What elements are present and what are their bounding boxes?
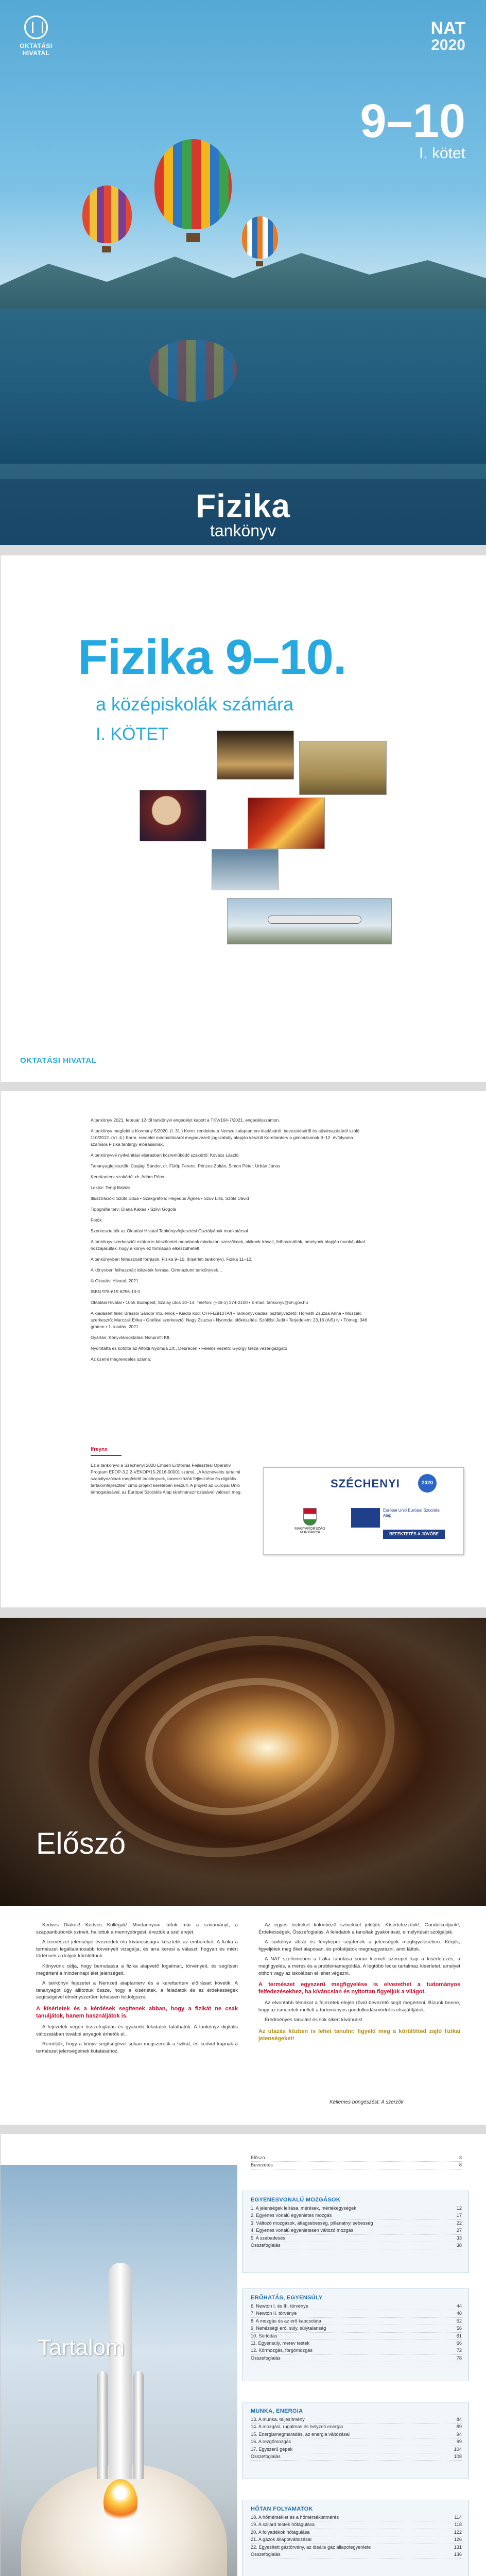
toc-entry-page: 84	[456, 2417, 462, 2422]
imprint-paragraph: A tankönyv 2021. február 12-től tankönyvi engedélyt kapott a TKV/164-7/2021. engedélyszámon.	[91, 1117, 280, 1123]
toc-row[interactable]	[251, 2162, 462, 2169]
preface-title: Előszó	[36, 1827, 126, 1860]
toc-entry-title: Összefoglalás	[251, 2454, 281, 2460]
toc-row[interactable]	[251, 2424, 462, 2431]
toc-entry-page: 114	[454, 2515, 462, 2520]
preface-right-column	[258, 1922, 460, 2046]
imprint-paragraph: ISBN 978-615-6256-13-0	[91, 1289, 141, 1294]
toc-entry-page: 22	[456, 2220, 462, 2226]
toc-entry-title: 20. A folyadékok hőtágulása	[251, 2529, 310, 2535]
preface-paragraph: Reméljük, hogy a könyv segítségével sokan megszeretik a fizikát, és kedvet kapnak a természet jelenségeinek kutatásához.	[36, 2041, 238, 2054]
preface-paragraph: A természet jelenségei évezredek óta kíváncsiságra késztetik az embereket. A fizika a természet legáltalánosabb törvényeit vizsgálja, és arra keresi a választ, hogyan és miért történnek a dolgok körülöttünk.	[36, 1939, 238, 1959]
title-page	[0, 555, 486, 1082]
preface-highlight: Az utazás közben is lehet tanulni: figyeld meg a körülötted zajló fizikai jelenségeket!	[258, 2028, 460, 2042]
toc-entry-title: 17. Egyszerű gépek	[251, 2446, 293, 2452]
eu-text: Európai Unió Európai Szociális Alap	[383, 1508, 440, 1518]
toc-entry-title: 11. Egyensúly, merev testek	[251, 2341, 310, 2346]
imprint-paragraph: Illusztrációk: Szűts Édua • Szakgrafika: Hegedűs Ágnes • Szuv Lilla, Szőts Dávid	[91, 1196, 249, 1201]
imprint-paragraph: A tankönyv szerkesztői ezúton is köszönetet mondanak mindazon szerzőknek, akiknek írásait, felhasználták, amelynek alapján munkájukkal hozzájárultak, hogy a könyv ez formában elkészülhetett.	[91, 1239, 365, 1251]
printer-logo: Ifreynx	[91, 1447, 121, 1456]
project-paragraph: Ez a tankönyvi a Széchenyi 2020 Emberi Erőforrás Fejlesztési Operatív Program EFOP-3.2.2-VEKOP/15-2016-00001 számú, „A köznevelés tartalmi szabályozóinak megfelelő tankönyvek, taneszközök fejlesztése és digitális tartalomfejlesztés” című projekt keretében készült. A projekt az Európai Unió támogatásával, az Európai Szociális Alap társfinanszírozásával valósult meg.	[91, 1463, 242, 1495]
imprint-paragraph: Szerkesztették az Oktatási Hivatal Tankönyvfejlesztési Osztályának munkatársai	[91, 1228, 248, 1233]
book-subtitle: a középiskolák számára	[96, 693, 294, 715]
photo-fire	[248, 798, 325, 849]
hot-air-balloon-icon	[242, 216, 278, 259]
toc-entry-title: 15. Energiamegmaradás, az energia változásai	[251, 2431, 350, 2437]
toc-section-heading: MUNKA, ENERGIA	[251, 2408, 303, 2414]
toc-section-thermal	[251, 2501, 462, 2558]
photo-landscape	[212, 849, 279, 890]
toc-entry-page: 17	[456, 2213, 462, 2218]
preface-paragraph: A tankönyv fejezetei a Nemzeti alaptanterv és a kerettanterv előírásait követik. A tananyagot úgy állítottuk össze, hogy a kísérletek, a feladatok és az érdekességek segítségével élményszerűen lehessen feldolgozni.	[36, 1980, 238, 2001]
toc-entry-page: 78	[456, 2355, 462, 2361]
toc-entry-page: 38	[456, 2243, 462, 2248]
grade-block	[360, 95, 465, 163]
toc-entry-title: 14. A mozgási, rugalmas és helyzeti energia	[251, 2424, 343, 2430]
toc-entry-title: 18. A hőmérséklet és a hőmérsékletmérés	[251, 2515, 339, 2520]
preface-signature: Kellemes böngészést: A szerzők	[329, 2099, 404, 2105]
toc-entry-page: 27	[456, 2228, 462, 2233]
toc-entry-title: Összefoglalás	[251, 2355, 281, 2361]
galaxy-image	[0, 1618, 486, 1906]
imprint-paragraph: Tananyagfejlesztők: Csajági Sándor, dr. Fülöp Ferenc, Pénzes Zoltán, Simon Péter, Urbán János	[91, 1163, 281, 1168]
book-title: Fizika 9–10.	[78, 630, 346, 685]
toc-entry-page: 33	[456, 2235, 462, 2241]
photo-experiment	[217, 731, 294, 779]
toc-row[interactable]	[251, 2529, 462, 2536]
preface-paragraph: Az elvontabb témákat a fejezetek elején rövid bevezető segít megérteni. Bízunk benne, hogy az ismeretek mellett a tudományos gondolkodásmódot is elsajátítjátok.	[258, 2000, 460, 2013]
preface-paragraph: Kedves Diákok! Kedves Kollégák! Mindannyian láttuk már a szivárványt, a szappanbuborék színeit, hallottuk a mennydörgést, éreztük a szél erejét.	[36, 1922, 238, 1935]
imprint-paragraph: © Oktatási Hivatal, 2021	[91, 1278, 138, 1283]
imprint-paragraph: Gyártás: Könyvtársoktatási Nonprofit Kft.	[91, 1335, 171, 1340]
toc-section-dynamics	[251, 2290, 462, 2362]
rocket-icon	[109, 2263, 132, 2479]
toc-row[interactable]	[251, 2536, 462, 2544]
toc-row[interactable]	[251, 2416, 462, 2424]
toc-row[interactable]	[251, 2340, 462, 2347]
toc-row[interactable]	[251, 2318, 462, 2325]
toc-section-heading: ERŐHATÁS, EGYENSÚLY	[251, 2295, 323, 2301]
nat-badge	[431, 20, 465, 54]
szechenyi-2020-badge	[263, 1467, 464, 1555]
publisher-name-line2: HIVATAL	[22, 49, 50, 57]
imprint-paragraph: A kiadásért felel: Brassói Sándor mb. elnök • Kiadói kód: OH-FIZ910TA/I • Tankönyvkiadási osztályvezető: Horváth Zsuzsa Anna • Műszaki szerkesztő: Marczali Erika • Grafikai szerkesztő: Nagy Zsuzsa • Nyomdai előkészítés: Szöllősi Judit • Terjedelem: 23,16 (A/5) ív • Tömeg: 346 gramm • 1. kiadás, 2021	[91, 1311, 368, 1329]
coat-of-arms-icon	[303, 1508, 317, 1526]
imprint-paragraph: A tankönyvvé nyilvánítási eljárásban közreműködő szakértő: Kovács László	[91, 1153, 239, 1158]
toc-section-energy	[251, 2403, 462, 2461]
balloon-reflection	[149, 340, 237, 402]
cover-title-band	[0, 479, 486, 545]
preface-left-column	[36, 1922, 238, 2058]
preface-paragraph: Eredményes tanulást és sok sikert kívánunk!	[265, 2017, 362, 2023]
nat-label: NAT	[430, 19, 465, 38]
toc-entry-page: 118	[454, 2522, 462, 2528]
cover-page	[0, 0, 486, 545]
toc-entry-title: 19. A szilárd testek hőtágulása	[251, 2522, 315, 2528]
toc-entry-title: 13. A munka, teljesítmény	[251, 2417, 305, 2422]
preface-highlight: A természet egyszerű megfigyelése is elvezethet a tudományos felfedezésekhez, ha kíváncsian és nyitottan figyeljük a világot.	[258, 1981, 460, 1995]
government-text: MAGYARORSZÁG KORMÁNYA	[294, 1527, 325, 1534]
publisher-logo	[13, 15, 59, 57]
toc-row[interactable]	[251, 2310, 462, 2317]
preface-paragraph: Könyvünk célja, hogy bemutassa a fizika alapvető fogalmait, törvényeit, és segítsen megérteni a mindennapi élet jelenségeit.	[36, 1963, 238, 1976]
grade-range: 9–10	[360, 95, 465, 147]
contents-title: Tartalom	[38, 2335, 125, 2360]
toc-row[interactable]	[251, 2438, 462, 2446]
volume-label: I. kötet	[419, 145, 465, 162]
imprint-paragraph: A könyvben felhasznált idézetek forrása: Gimnáziumi tankönyvek…	[91, 1267, 223, 1273]
imprint-text	[91, 1117, 369, 1367]
invest-slogan: BEFEKTETÉS A JÖVŐBE	[383, 1530, 445, 1539]
toc-entry-page: 94	[456, 2431, 462, 2437]
toc-entry-title: 1. A jelenségek leírása, mérések, mértékegységek	[251, 2206, 356, 2211]
toc-entry-title: 5. A szabadesés	[251, 2235, 285, 2241]
eu-flag-icon	[351, 1508, 380, 1528]
toc-entry-page: 108	[454, 2454, 462, 2460]
project-note	[91, 1462, 245, 1500]
crest-icon	[24, 15, 48, 39]
toc-intro	[251, 2155, 462, 2170]
imprint-paragraph: A tankönyvben felhasznált források: Fizika 9–10. (kísérleti tankönyv), Fizika 11–12.	[91, 1257, 253, 1262]
imprint-paragraph: Tipográfia terv: Diána Kakas • Szilvi Gogola	[91, 1207, 177, 1212]
mountains-image	[0, 242, 486, 314]
toc-row[interactable]	[251, 2431, 462, 2438]
contents-page-1	[0, 2134, 486, 2576]
toc-entry-title: Előszó	[251, 2155, 265, 2160]
toc-entry-page: 89	[456, 2424, 462, 2430]
publisher-footer: OKTATÁSI HIVATAL	[20, 1056, 97, 1065]
toc-entry-page: 66	[456, 2341, 462, 2346]
balloon-basket	[102, 246, 111, 252]
toc-row[interactable]	[251, 2514, 462, 2521]
toc-row[interactable]	[251, 2355, 462, 2362]
szechenyi-title: SZÉCHENYI	[331, 1477, 400, 1490]
imprint-paragraph: Az üzemi megrendelés száma:	[91, 1357, 151, 1362]
toc-row[interactable]	[251, 2235, 462, 2242]
toc-entry-page: 8	[459, 2162, 462, 2168]
preface-paragraph: Az egyes leckéket különböző színekkel jelöljük: Kísérletezzünk!, Gondolkodjunk!, Érdekességek, Összefoglalás. A feladatok a tanultak gyakorlását, elmélyítését szolgálják.	[258, 1922, 460, 1935]
szechenyi-2020-icon: 2020	[418, 1474, 437, 1493]
toc-entry-title: 22. Egyesített gáztörvény, az ideális gáz állapotegyenlete	[251, 2544, 371, 2550]
toc-entry-title: 6. Newton I. és III. törvénye	[251, 2303, 308, 2309]
cover-subtitle: tankönyv	[210, 521, 276, 540]
toc-entry-page: 56	[456, 2326, 462, 2331]
toc-entry-title: Bevezetés	[251, 2162, 273, 2168]
toc-row[interactable]	[251, 2551, 462, 2558]
imprint-paragraph: Kerettanterv szakértő: dr. Ádám Péter	[91, 1174, 165, 1179]
publisher-name-line1: OKTATÁSI	[20, 42, 53, 49]
toc-entry-page: 131	[454, 2544, 462, 2550]
preface-highlight: A kísérletek és a kérdések segítenek abban, hogy a fizikát ne csak tanuljátok, hanem használjátok is.	[36, 2005, 238, 2019]
imprint-paragraph: Oktatási Hivatal • 1055 Budapest, Szalay utca 10–14. Telefon: (+36-1) 374-2100 • E-mail: tankonyv@oh.gov.hu	[91, 1300, 308, 1305]
toc-entry-page: 12	[456, 2206, 462, 2211]
toc-row[interactable]	[251, 2521, 462, 2529]
toc-entry-page: 52	[456, 2318, 462, 2324]
toc-row[interactable]	[251, 2347, 462, 2354]
toc-section-heading: EGYENESVONALÚ MOZGÁSOK	[251, 2197, 341, 2203]
balloon-basket	[256, 261, 263, 266]
toc-row[interactable]	[251, 2220, 462, 2227]
rocket-booster	[133, 2371, 144, 2479]
toc-row[interactable]	[251, 2446, 462, 2453]
toc-row[interactable]	[251, 2242, 462, 2249]
hot-air-balloon-icon	[154, 139, 232, 229]
toc-entry-page: 3	[459, 2155, 462, 2160]
rocket-flame	[103, 2479, 137, 2526]
toc-entry-title: 7. Newton II. törvénye	[251, 2311, 297, 2316]
toc-row[interactable]	[251, 2303, 462, 2310]
balloon-basket	[186, 233, 200, 242]
toc-entry-page: 61	[456, 2333, 462, 2338]
preface-paragraph: A fejezetek végén összefoglalás és gyakorló feladatok találhatók. A tankönyv digitális változatában további anyagok érhetők el.	[36, 2024, 238, 2037]
toc-entry-page: 126	[454, 2537, 462, 2543]
toc-entry-title: 4. Egyenes vonalú egyenletesen változó mozgás	[251, 2228, 354, 2233]
imprint-paragraph: Lektor: Tengi Balázs	[91, 1185, 131, 1190]
cover-title: Fizika	[196, 487, 290, 524]
toc-row[interactable]	[251, 2453, 462, 2461]
toc-row[interactable]	[251, 2227, 462, 2234]
lake-image	[0, 309, 486, 464]
toc-row[interactable]	[251, 2205, 462, 2212]
photo-savanna	[299, 741, 387, 795]
preface-paragraph: A NAT szellemében a fizika tanulása során kiemelt szerepet kap a kísérletezés, a megfigyelés, a mérés és a problémamegoldás. A legtöbb lecke tartalmaz kísérletet, amelyet otthon vagy az iskolában el lehet végezni.	[258, 1956, 460, 1976]
toc-entry-page: 136	[454, 2552, 462, 2557]
toc-entry-title: 2. Egyenes vonalú egyenletes mozgás	[251, 2213, 332, 2218]
book-volume: I. KÖTET	[96, 724, 169, 744]
toc-entry-title: 16. A rezgőmozgás	[251, 2439, 291, 2445]
toc-entry-page: 44	[456, 2303, 462, 2309]
toc-entry-title: Összefoglalás	[251, 2243, 281, 2248]
toc-entry-page: 72	[456, 2348, 462, 2353]
imprint-paragraph: A tankönyv megfelel a Kormány 5/2020. (I. 31.) Korm. rendelete a Nemzeti alaptanterv kiadásáról, bevezetéséről és alkalmazásáról szóló 110/2012. (VI. 4.) Korm. rendelet módosításáról megnevezett jogszabály alapján készült Kerettanterv a gimnáziumok 9–12. évfolyama számára Fizika tantárgy előírásainak.	[91, 1128, 360, 1147]
toc-entry-title: 8. A mozgás és az erő kapcsolata	[251, 2318, 321, 2324]
toc-section-heading: HŐTAN FOLYAMATOK	[251, 2506, 313, 2512]
rocket-booster	[97, 2371, 108, 2479]
toc-entry-page: 48	[456, 2311, 462, 2316]
toc-row[interactable]	[251, 2212, 462, 2219]
toc-entry-page: 104	[454, 2446, 462, 2452]
imprint-page	[0, 1091, 486, 1607]
preface-paragraph: A tankönyv ábrái és fényképei segítenek a jelenségek megfigyelésében. Kérjük, figyeljétek meg őket alaposan, és próbáljátok megmagyarázni, amit láttok.	[258, 1939, 460, 1952]
toc-entry-page: 99	[456, 2439, 462, 2445]
toc-row[interactable]	[251, 2155, 462, 2162]
toc-entry-title: 12. Körmozgás, forgómozgás	[251, 2348, 313, 2353]
toc-entry-title: Összefoglalás	[251, 2552, 281, 2557]
preface-page	[0, 1618, 486, 2125]
nat-year: 2020	[431, 37, 465, 54]
toc-row[interactable]	[251, 2333, 462, 2340]
airplane-icon	[268, 916, 361, 923]
toc-row[interactable]	[251, 2325, 462, 2332]
photo-portrait	[140, 790, 206, 841]
hungarian-government-logo	[294, 1508, 325, 1534]
imprint-paragraph: Fotók:	[91, 1217, 103, 1223]
toc-entry-title: 21. A gázok állapotváltozásai	[251, 2537, 311, 2543]
toc-entry-page: 122	[454, 2529, 462, 2535]
imprint-paragraph: Nyomtatta és kötötte az Alföldi Nyomda Zrt., Debrecen • Felelős vezető: György Géza vezérigazgató	[91, 1346, 287, 1351]
toc-entry-title: 10. Súrlódás	[251, 2333, 277, 2338]
toc-section-kinematics	[251, 2192, 462, 2249]
toc-entry-title: 3. Változó mozgások, átlagsebesség, pillanatnyi sebesség	[251, 2220, 373, 2226]
toc-row[interactable]	[251, 2544, 462, 2551]
hot-air-balloon-icon	[82, 185, 132, 243]
toc-entry-title: 9. Nehézségi erő, súly, súlytalanság	[251, 2326, 326, 2331]
